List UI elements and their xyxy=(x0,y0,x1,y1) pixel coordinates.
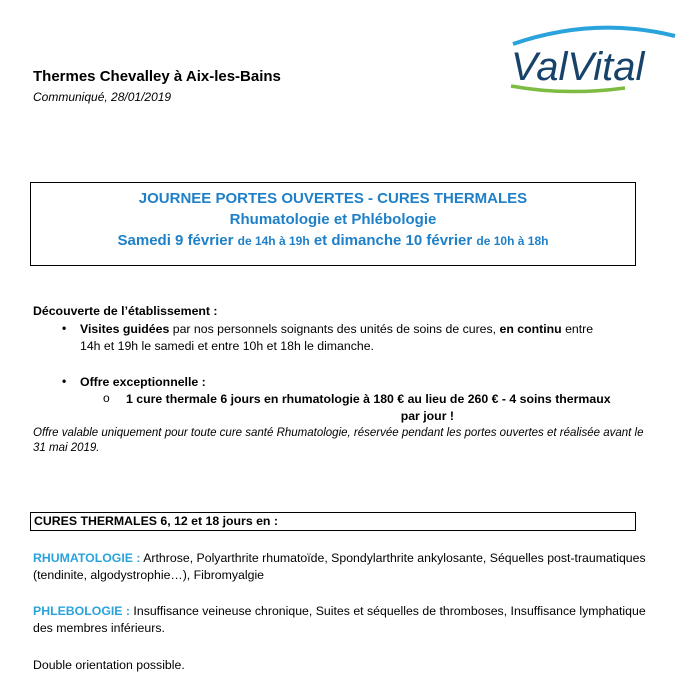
bullet-icon: • xyxy=(62,321,67,335)
valvital-logo-graphic xyxy=(505,22,680,97)
bullet-offer: Offre exceptionnelle : xyxy=(80,375,206,389)
sunday-hours: de 10h à 18h xyxy=(476,234,549,248)
bullet-icon: • xyxy=(62,374,67,388)
announcement-box xyxy=(30,182,636,266)
bullet-visits: Visites guidées par nos personnels soignants des unités de soins de cures, en continu entre xyxy=(80,322,594,336)
double-orientation: Double orientation possible. xyxy=(33,658,185,672)
document-title: Thermes Chevalley à Aix-les-Bains xyxy=(33,68,281,85)
offer-note: Offre valable uniquement pour toute cure santé Rhumatologie, réservée pendant les portes ouvertes et réalisée avant le 31 mai 2019. xyxy=(33,427,644,454)
logo-text: ValVital xyxy=(511,45,645,89)
cures-title-box: CURES THERMALES 6, 12 et 18 jours en : xyxy=(30,512,636,531)
offer-detail: 1 cure thermale 6 jours en rhumatologie à 180 € au lieu de 260 € - 4 soins thermaux xyxy=(126,392,611,406)
announcement-dates xyxy=(31,230,635,252)
saturday-label: Samedi 9 février xyxy=(117,232,234,249)
rhumatologie-paragraph: RHUMATOLOGIE : Arthrose, Polyarthrite rhumatoïde, Spondylarthrite ankylosante, Séquelles post-traumatiques (tendinite, algodystrophie…), Fibromyalgie xyxy=(33,551,646,582)
sunday-label: et dimanche 10 février xyxy=(313,232,473,249)
sub-bullet-icon: o xyxy=(103,391,110,405)
valvital-logo xyxy=(505,22,680,97)
announcement-line1: JOURNEE PORTES OUVERTES - CURES THERMALES xyxy=(138,190,528,207)
discovery-title: Découverte de l’établissement : xyxy=(33,304,218,318)
phlebologie-paragraph: PHLEBOLOGIE : Insuffisance veineuse chronique, Suites et séquelles de thromboses, Insuffisance lymphatique des membres inférieurs. xyxy=(33,604,646,635)
bullet-visits-continued: 14h et 19h le samedi et entre 10h et 18h le dimanche. xyxy=(80,339,374,353)
offer-detail-end: par jour ! xyxy=(400,409,454,423)
saturday-hours: de 14h à 19h xyxy=(237,234,310,248)
document-subtitle: Communiqué, 28/01/2019 xyxy=(33,90,172,104)
announcement-line2: Rhumatologie et Phlébologie xyxy=(229,211,437,228)
